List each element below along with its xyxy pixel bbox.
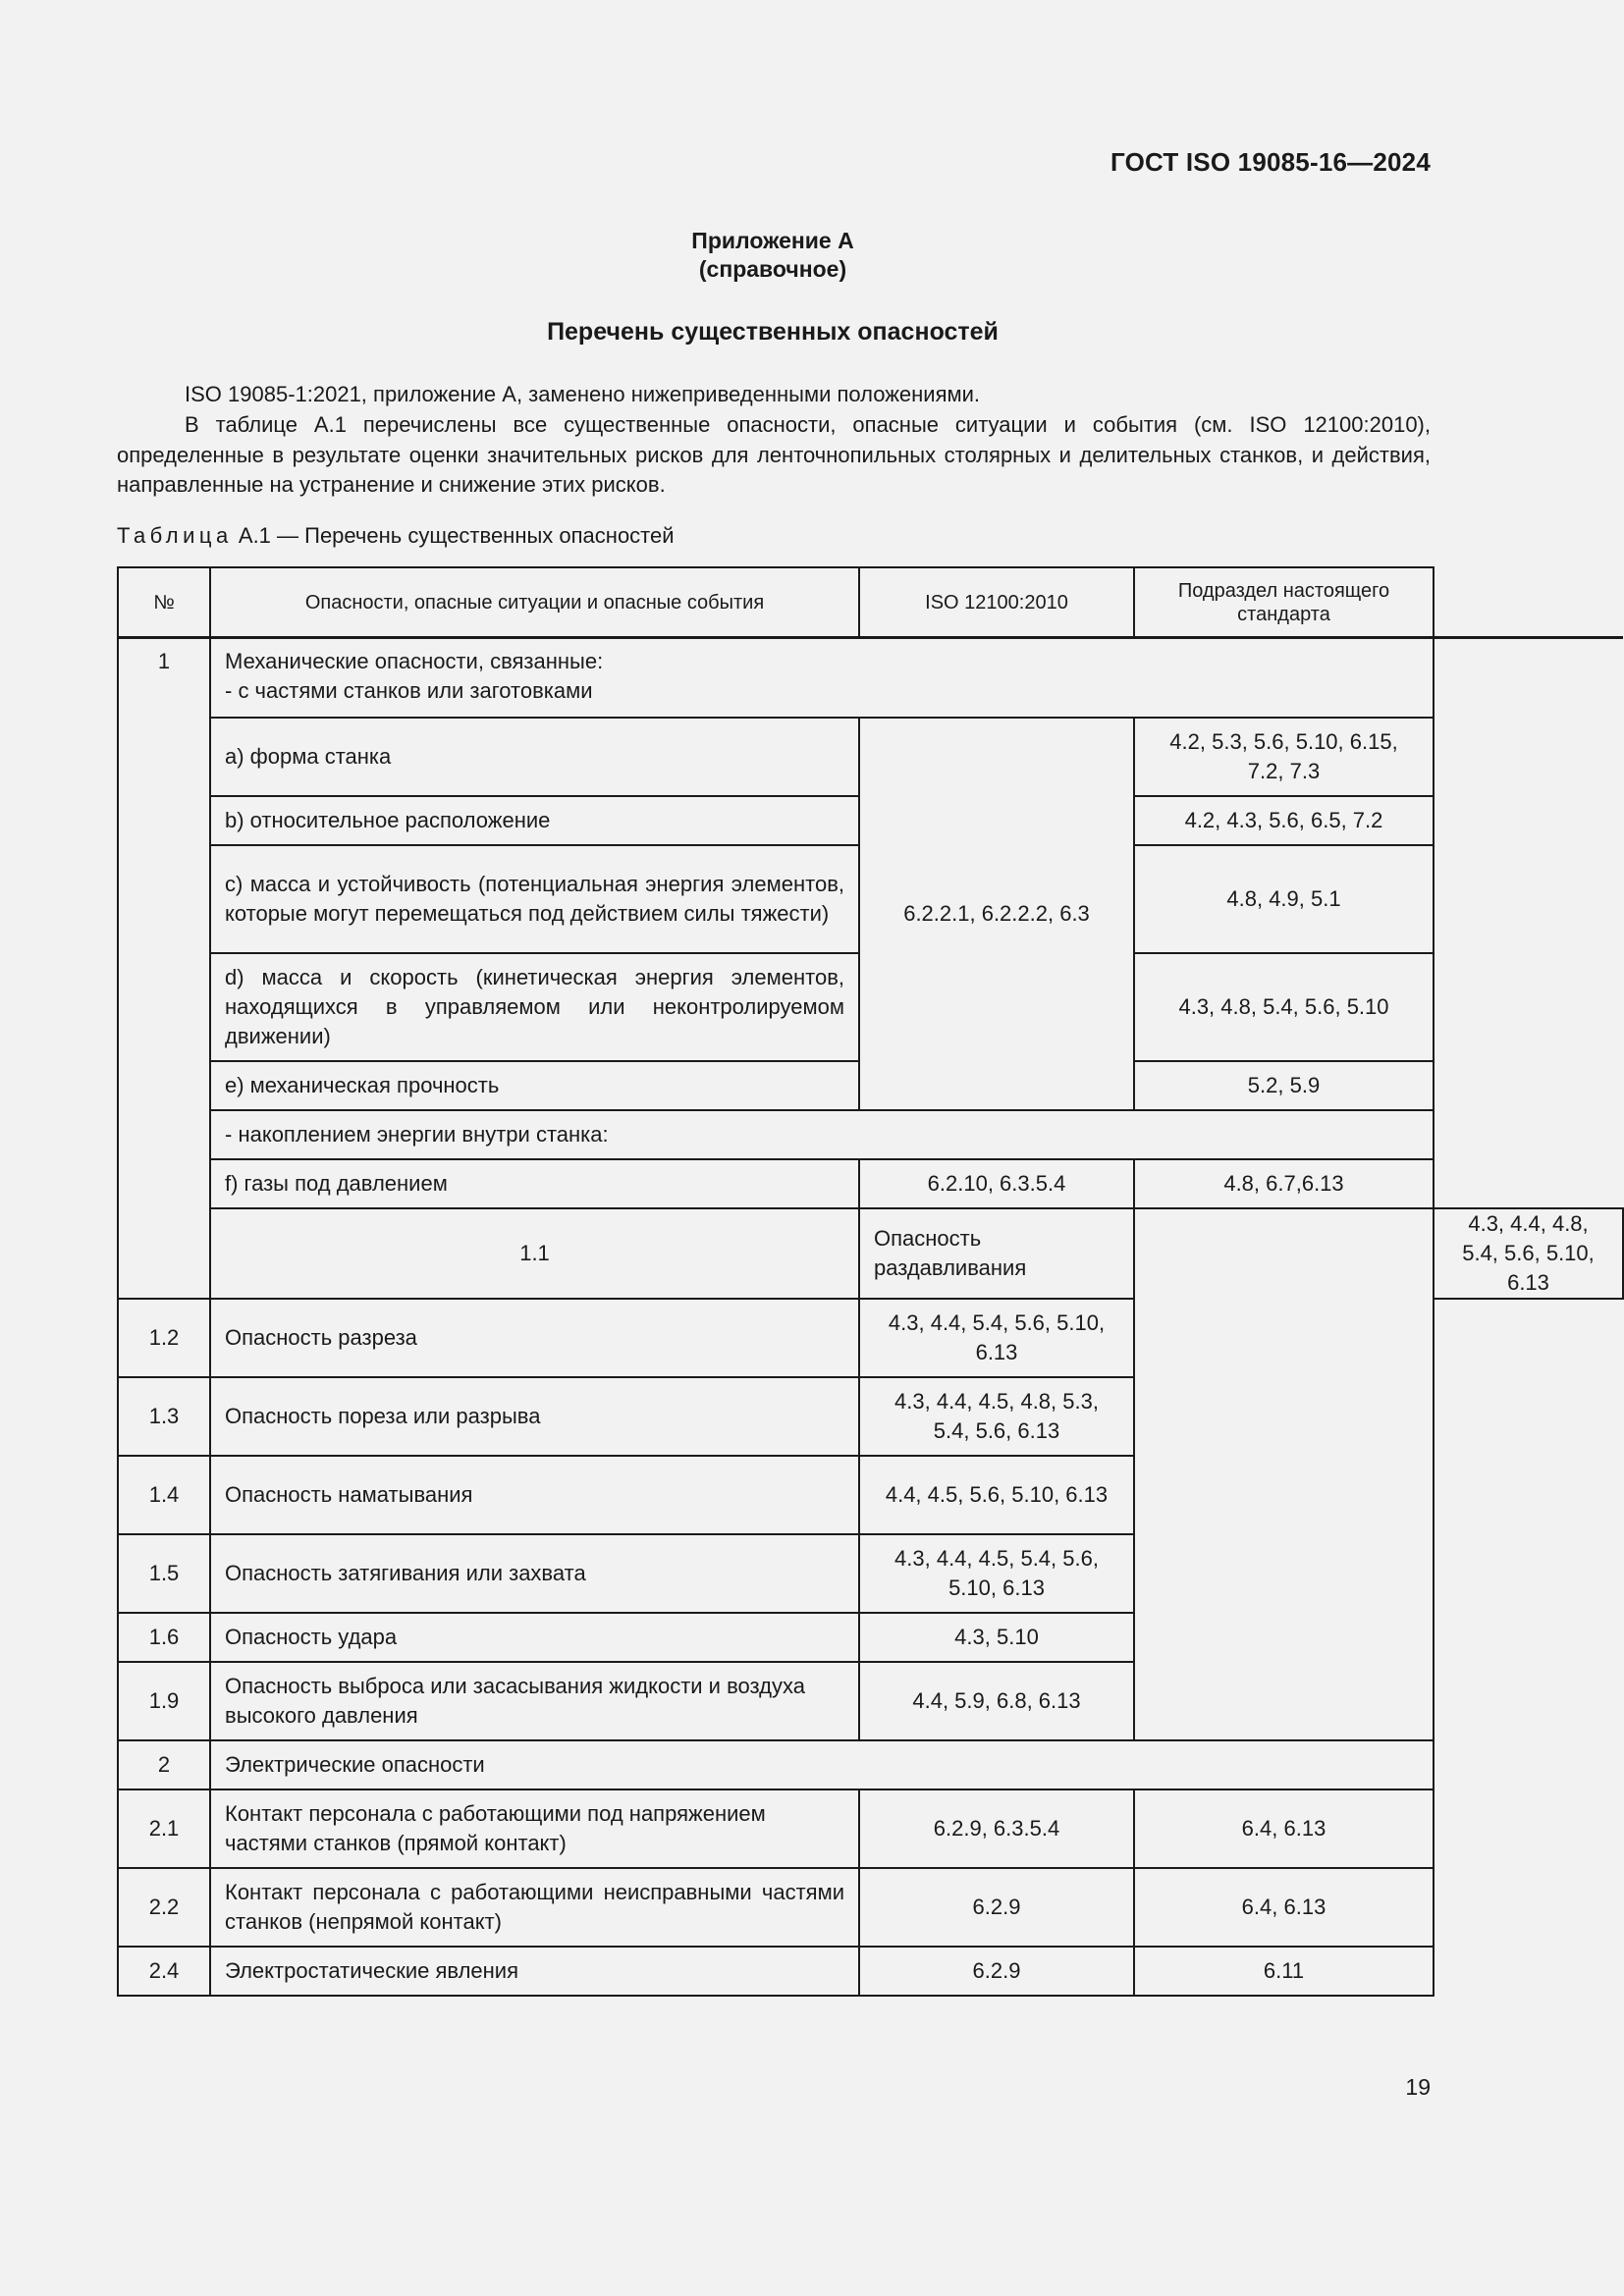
intro-paragraph-2: В таблице А.1 перечислены все существенные опасности, опасные ситуации и события (см. ISO 12100:2010), определенные в результате оценки значительных рисков для ленточнопильных столярных и делительных станков, и действия, направленные на устранение и снижение этих рисков. (117, 412, 1431, 497)
subclause-cell: 6.4, 6.13 (1134, 1868, 1434, 1947)
hazard-cell: Опасность разреза (210, 1299, 859, 1377)
hazard-cell: Опасность пореза или разрыва (210, 1377, 859, 1456)
row-number: 2.2 (118, 1868, 210, 1947)
row-number: 2.1 (118, 1789, 210, 1868)
subclause-cell: 4.2, 4.3, 5.6, 6.5, 7.2 (1134, 796, 1434, 845)
hazard-cell: c) масса и устойчивость (потенциальная энергия элементов, которые могут перемещаться под действием силы тяжести) (210, 845, 859, 953)
table-row (118, 1789, 1623, 1868)
iso-cell: 6.2.2.1, 6.2.2.2, 6.3 (859, 718, 1134, 1110)
annex-subtitle: (справочное) (698, 256, 847, 282)
row-number: 1.4 (118, 1456, 210, 1534)
hazard-cell: Опасность раздавливания (859, 1208, 1134, 1299)
hazard-cell: Контакт персонала с работающими под напряжением частями станков (прямой контакт) (210, 1789, 859, 1868)
table-row (118, 638, 1623, 718)
row-number: 1.6 (118, 1613, 210, 1662)
table-header-row (118, 567, 1623, 638)
iso-cell: 6.2.9, 6.3.5.4 (859, 1789, 1134, 1868)
header-iso: ISO 12100:2010 (859, 567, 1134, 638)
row-number: 1.5 (118, 1534, 210, 1613)
hazard-cell: d) масса и скорость (кинетическая энергия элементов, находящихся в управляемом или неконтролируемом движении) (210, 953, 859, 1061)
subclause-cell: 4.4, 5.9, 6.8, 6.13 (859, 1662, 1134, 1740)
table-row (118, 1868, 1623, 1947)
table-caption-text: А.1 — Перечень существенных опасностей (238, 523, 675, 548)
energy-note-cell: - накоплением энергии внутри станка: (210, 1110, 1434, 1159)
subclause-cell: 4.3, 4.8, 5.4, 5.6, 5.10 (1134, 953, 1434, 1061)
hazards-table (117, 566, 1624, 1997)
row-number: 1 (118, 638, 210, 1299)
subclause-cell: 4.3, 5.10 (859, 1613, 1134, 1662)
table-caption (117, 523, 675, 549)
hazard-cell: b) относительное расположение (210, 796, 859, 845)
hazard-cell: Опасность наматывания (210, 1456, 859, 1534)
row-number: 1.3 (118, 1377, 210, 1456)
document-code: ГОСТ ISO 19085-16—2024 (1110, 147, 1431, 177)
table-row (118, 1208, 1623, 1299)
subclause-cell: 4.8, 6.7,6.13 (1134, 1159, 1434, 1208)
hazard-cell: Контакт персонала с работающими неисправными частями станков (непрямой контакт) (210, 1868, 859, 1947)
row-number: 2.4 (118, 1947, 210, 1996)
iso-cell: 6.2.9 (859, 1947, 1134, 1996)
group-title-cell (210, 638, 1434, 718)
annex-title: Приложение А (691, 228, 854, 253)
row-number: 1.9 (118, 1662, 210, 1740)
subclause-cell: 4.2, 5.3, 5.6, 5.10, 6.15, 7.2, 7.3 (1134, 718, 1434, 796)
hazard-cell: Электростатические явления (210, 1947, 859, 1996)
table-row (118, 1159, 1623, 1208)
hazard-cell: a) форма станка (210, 718, 859, 796)
subclause-cell: 6.11 (1134, 1947, 1434, 1996)
table-caption-label: Таблица (117, 523, 233, 548)
subclause-cell: 4.8, 4.9, 5.1 (1134, 845, 1434, 953)
row-number: 1.2 (118, 1299, 210, 1377)
iso-cell: 6.2.9 (859, 1868, 1134, 1947)
hazard-cell: Опасность выброса или засасывания жидкости и воздуха высокого давления (210, 1662, 859, 1740)
iso-cell-empty (1134, 1208, 1434, 1740)
iso-cell: 6.2.10, 6.3.5.4 (859, 1159, 1134, 1208)
intro-paragraph-1: ISO 19085-1:2021, приложение А, заменено нижеприведенными положениями. (185, 382, 981, 406)
header-hazard: Опасности, опасные ситуации и опасные события (210, 567, 859, 638)
group-subtitle: - с частями станков или заготовками (225, 678, 593, 703)
table-row (118, 1110, 1623, 1159)
subclause-cell: 4.4, 4.5, 5.6, 5.10, 6.13 (859, 1456, 1134, 1534)
table-row (118, 1947, 1623, 1996)
subclause-cell: 5.2, 5.9 (1134, 1061, 1434, 1110)
hazard-cell: f) газы под давлением (210, 1159, 859, 1208)
group-title-cell: Электрические опасности (210, 1740, 1434, 1789)
header-no: № (118, 567, 210, 638)
hazard-cell: e) механическая прочность (210, 1061, 859, 1110)
header-subclause: Подраздел настоящего стандарта (1134, 567, 1434, 638)
table-row (118, 1740, 1623, 1789)
group-title: Механические опасности, связанные: (225, 649, 604, 673)
subclause-cell: 4.3, 4.4, 4.5, 4.8, 5.3, 5.4, 5.6, 6.13 (859, 1377, 1134, 1456)
table-row (118, 718, 1623, 796)
row-number: 2 (118, 1740, 210, 1789)
subclause-cell: 6.4, 6.13 (1134, 1789, 1434, 1868)
subclause-cell: 4.3, 4.4, 4.5, 5.4, 5.6, 5.10, 6.13 (859, 1534, 1134, 1613)
hazard-cell: Опасность затягивания или захвата (210, 1534, 859, 1613)
subclause-cell: 4.3, 4.4, 5.4, 5.6, 5.10, 6.13 (859, 1299, 1134, 1377)
hazard-cell: Опасность удара (210, 1613, 859, 1662)
page-number: 19 (1405, 2074, 1431, 2100)
subclause-cell: 4.3, 4.4, 4.8, 5.4, 5.6, 5.10, 6.13 (1434, 1208, 1623, 1299)
section-heading: Перечень существенных опасностей (547, 318, 999, 346)
row-number: 1.1 (210, 1208, 859, 1299)
